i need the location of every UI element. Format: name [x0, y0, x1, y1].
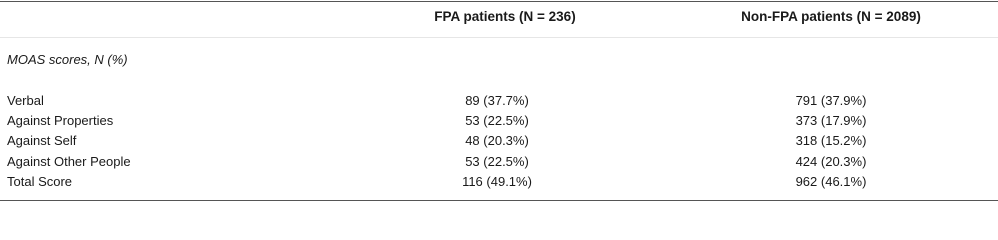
row-label: Total Score	[7, 174, 73, 189]
top-rule	[0, 1, 998, 2]
table-row	[0, 133, 998, 153]
header-non-fpa-patients: Non-FPA patients (N = 2089)	[741, 9, 921, 24]
fpa-value: 53 (22.5%)	[465, 113, 529, 128]
non-fpa-value: 318 (15.2%)	[795, 133, 867, 148]
row-label: Against Other People	[7, 154, 131, 169]
table-row	[0, 113, 998, 133]
fpa-value: 48 (20.3%)	[465, 133, 529, 148]
non-fpa-value: 791 (37.9%)	[795, 93, 867, 108]
row-label: Against Self	[7, 133, 77, 148]
row-label: Verbal	[7, 93, 44, 108]
non-fpa-value: 962 (46.1%)	[795, 174, 867, 189]
table-row	[0, 174, 998, 194]
table-row	[0, 93, 998, 113]
non-fpa-value: 424 (20.3%)	[795, 154, 867, 169]
non-fpa-value: 373 (17.9%)	[795, 113, 867, 128]
fpa-value: 116 (49.1%)	[462, 174, 532, 189]
header-fpa-patients: FPA patients (N = 236)	[434, 9, 576, 24]
section-label: MOAS scores, N (%)	[7, 52, 128, 67]
table-row	[0, 154, 998, 174]
fpa-value: 89 (37.7%)	[465, 93, 529, 108]
header-rule	[0, 37, 998, 38]
bottom-rule	[0, 200, 998, 201]
row-label: Against Properties	[7, 113, 114, 128]
fpa-value: 53 (22.5%)	[465, 154, 529, 169]
